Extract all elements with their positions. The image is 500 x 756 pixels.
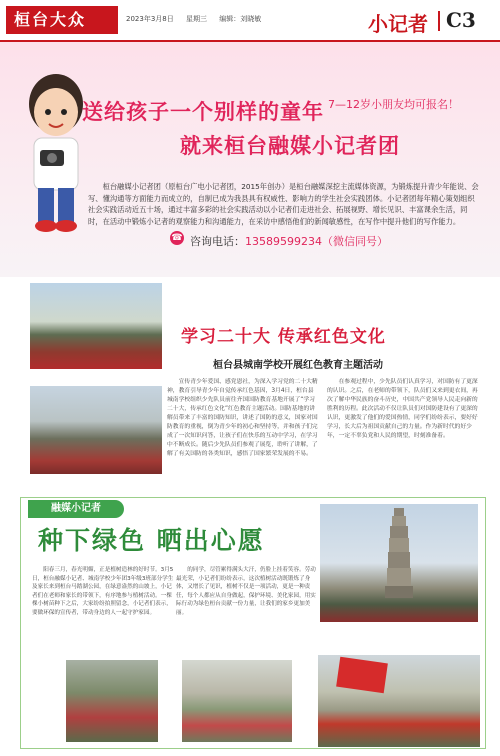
section-divider bbox=[438, 11, 440, 31]
banner-headline-line1: 送给孩子一个别样的童年 bbox=[82, 100, 324, 124]
article2-body-col1: 阳春三月，春光明媚，正是植树造林的好时节。3月5日，桓台融媒小记者、城南学校少年团3年级3班部分学生及家长来到桓台马踏湖公园，在绿意盎然的山坡上，小记者们在老师和家长的带领下，有序地参与植树活动。一棵棵小树苗种下之后，大家纷纷拍照留念，小记者们表示，要做环保的宣传者，带动身边的人一起守护家园。 bbox=[32, 567, 174, 616]
phone-icon: ☎ bbox=[171, 233, 183, 243]
article1-subheadline: 桓台县城南学校开展红色教育主题活动 bbox=[213, 360, 383, 371]
photo-students-group bbox=[30, 386, 162, 474]
issue-date: 2023年3月8日 bbox=[126, 15, 174, 23]
pagoda-illustration bbox=[382, 506, 416, 598]
red-flag bbox=[336, 657, 388, 693]
contact-label: 咨询电话： bbox=[190, 235, 245, 248]
contact-line bbox=[190, 233, 388, 249]
contact-phone: 13589599234（微信同号） bbox=[245, 235, 388, 248]
article1-body-col2: 在参观过程中，少先队员们认真学习，对国防有了更深的认识。之后，在老师的带领下，队员们又来到更衣间，再次了解中华民族的奋斗历史，中国共产党领导人民走向新的胜利的历程。此次活动不仅让队员们对国防建设有了更深的认识，更激发了他们的爱国热情，同学们纷纷表示，要好好学习，长大后为祖国贡献自己的力量。作为新时代的好少年，一定不辜负党和人民的期望，时刻准备着。 bbox=[327, 379, 478, 439]
banner-age-tagline: 7—12岁小朋友均可报名！ bbox=[328, 98, 459, 111]
section-title: 小记者 bbox=[368, 12, 428, 36]
photo-students-red-banner bbox=[30, 283, 162, 369]
photo-planting-trees-2 bbox=[182, 660, 292, 742]
issue-editor: 编辑：刘晓敏 bbox=[219, 15, 262, 23]
page-number: C3 bbox=[446, 8, 476, 32]
article1-body-col1: 宣传青少年爱国、感党恩社，为深入学习党的二十大精神，教育引导青少年自觉传承红色基因，3月4日，桓台县城南学校组织少先队员前往齐国国防教育基地开展了“学习二十大，传承红色文化”红色教育主题活动。国防基地的讲解员带来了丰富的国防知识，讲述了国防的意义，国家对国防教育的重视，倒为青少年的初心和坚持等，并和孩子们完成了一次知识问答，让孩子们在快乐的互动中学习，在学习中不断成长。随后少先队员们参观了展览，聆听了讲解，了解了有关国防的各类知识，感悟了国家繁荣发展的不易。 bbox=[167, 379, 318, 457]
newspaper-logo: 桓台大众 bbox=[6, 6, 118, 34]
issue-weekday: 星期三 bbox=[185, 15, 207, 23]
article2-headline: 种下绿色 晒出心愿 bbox=[38, 526, 265, 555]
reporter-mascot-illustration bbox=[20, 62, 90, 240]
banner-description: 桓台融媒小记者团（原桓台广电小记者团，2015年创办）是桓台融媒深挖主流媒体资源，为锻炼提升青少年能说、会写、懂沟通等方面能力而成立的，自制已成为我县具有权威性、影响力的学生社会实践团体。小记者团每年精心策划组织社会实践活动近五十场，通过丰富多彩的社会实践活动以小记者们走进社会、拓展视野、增长见识、丰富课余生活，同时，在活动中锻炼小记者的观察能力和沟通能力，在采访中感悟他们的新闻敏感性，在写作中提升他们的写作能力。 bbox=[88, 182, 479, 226]
article2-section-tag: 融媒小记者 bbox=[28, 500, 124, 518]
banner-headline-line2: 就来桓台融媒小记者团 bbox=[180, 134, 400, 158]
article1-headline: 学习二十大 传承红色文化 bbox=[181, 327, 386, 347]
article2-body-col2: 的同学，尽管累得满头大汗，仍脸上挂着笑容。劳动最光荣，小记者们纷纷表示，这次植树活动既锻炼了身体，又增长了见识，植树不仅是一项活动，更是一种责任，每个人都应从自身做起，保护环境、美化家园，用实际行动为绿色桓台贡献一份力量，让我们的家乡更加美丽。 bbox=[176, 567, 316, 616]
issue-meta bbox=[126, 14, 271, 24]
photo-planting-trees-1 bbox=[66, 660, 158, 742]
